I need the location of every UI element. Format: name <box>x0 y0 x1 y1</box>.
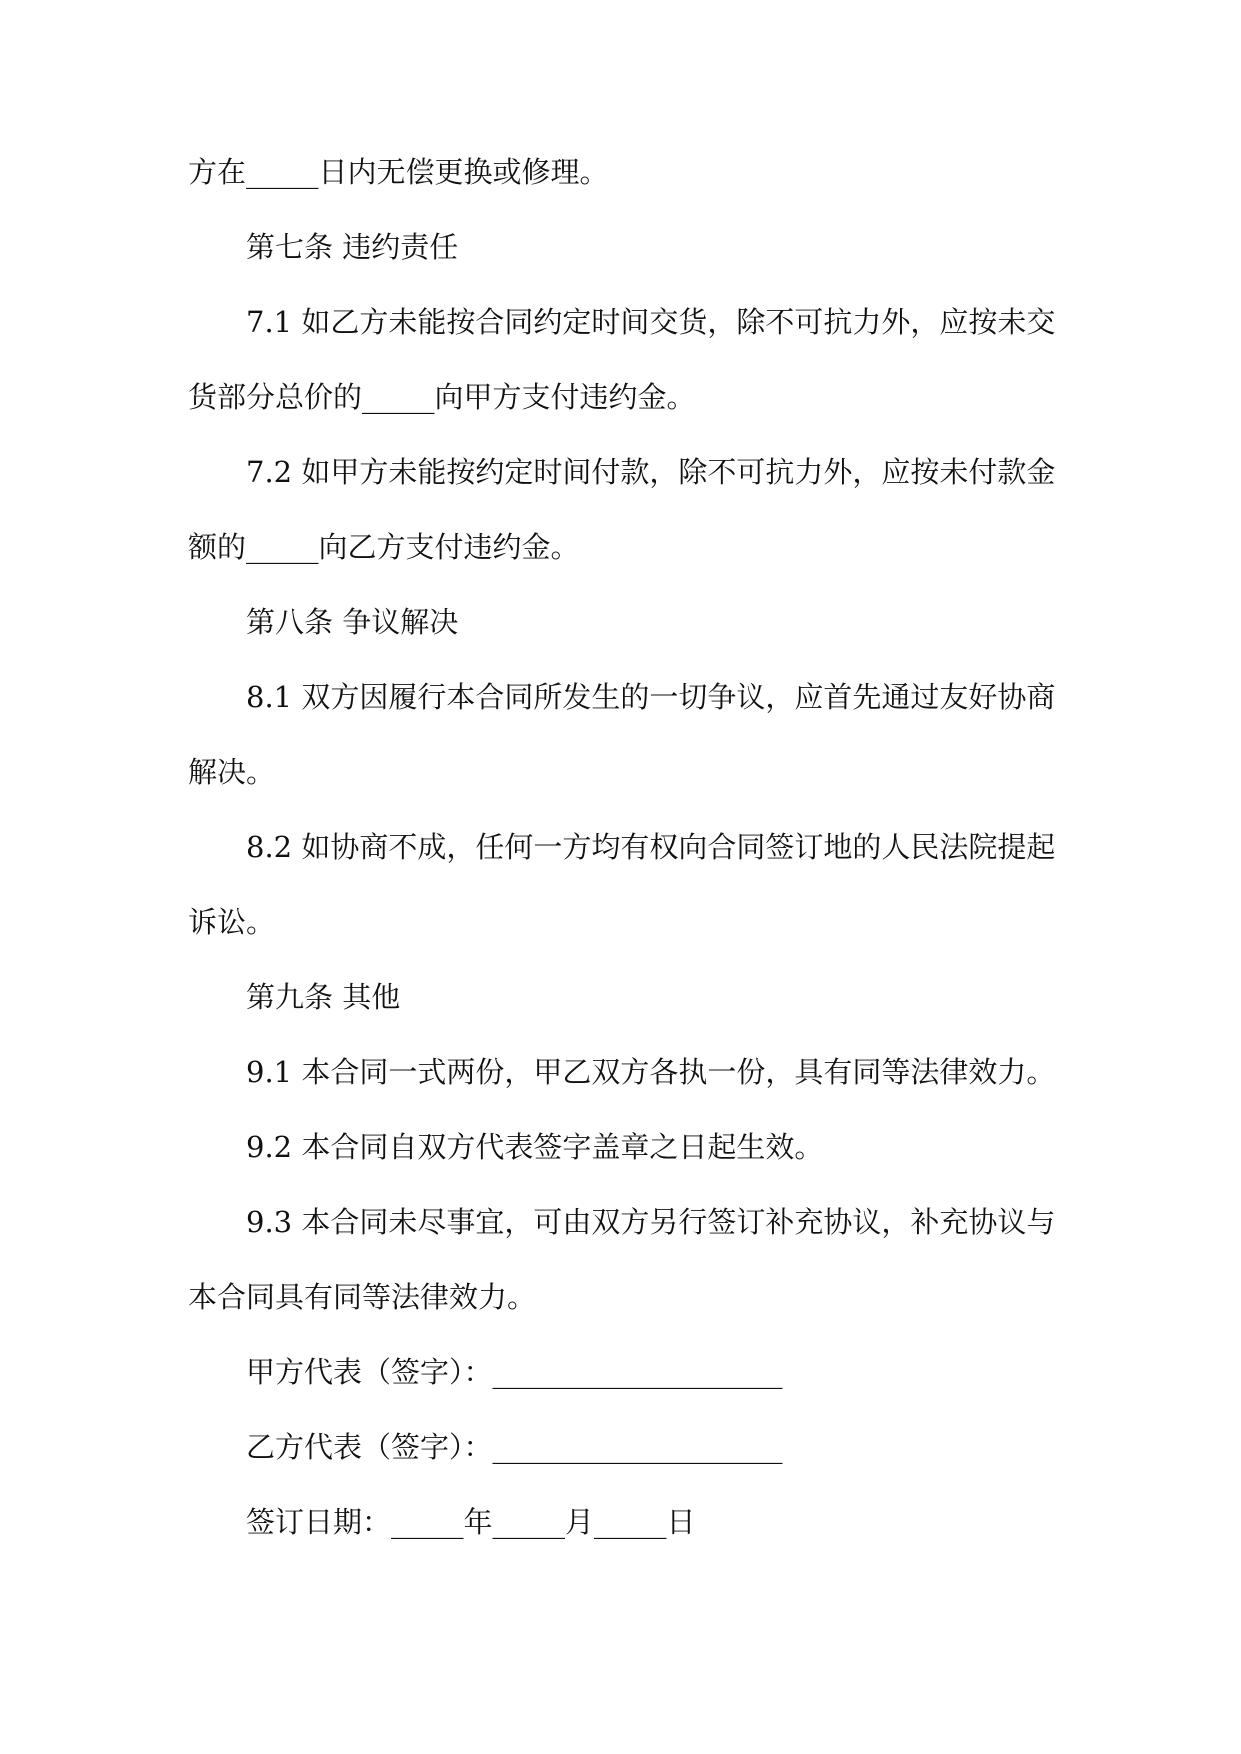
clause-7-2-line-1: 7.2 如甲方未能按约定时间付款，除不可抗力外，应按未付款金 <box>246 455 1056 489</box>
clause-7-2-line-2: 额的_____向乙方支付违约金。 <box>188 530 580 564</box>
clause-7-1-line-1: 7.1 如乙方未能按合同约定时间交货，除不可抗力外，应按未交 <box>246 305 1056 339</box>
clause-9-3-line-1: 9.3 本合同未尽事宜，可由双方另行签订补充协议，补充协议与 <box>246 1205 1056 1239</box>
party-b-signature: 乙方代表（签字）：____________________ <box>246 1430 783 1464</box>
clause-6-continuation: 方在_____日内无偿更换或修理。 <box>188 155 609 189</box>
clause-8-2-line-2: 诉讼。 <box>188 905 276 939</box>
clause-8-1-line-2: 解决。 <box>188 755 276 789</box>
article-8-heading: 第八条 争议解决 <box>246 605 459 639</box>
article-9-heading: 第九条 其他 <box>246 980 401 1014</box>
clause-7-1-line-2: 货部分总价的_____向甲方支付违约金。 <box>188 380 696 414</box>
clause-8-1-line-1: 8.1 双方因履行本合同所发生的一切争议，应首先通过友好协商 <box>246 680 1056 714</box>
clause-9-2: 9.2 本合同自双方代表签字盖章之日起生效。 <box>246 1130 824 1164</box>
clause-9-3-line-2: 本合同具有同等法律效力。 <box>188 1280 537 1314</box>
party-a-signature: 甲方代表（签字）：____________________ <box>246 1355 783 1389</box>
clause-8-2-line-1: 8.2 如协商不成，任何一方均有权向合同签订地的人民法院提起 <box>246 830 1056 864</box>
article-7-heading: 第七条 违约责任 <box>246 230 459 264</box>
clause-9-1: 9.1 本合同一式两份，甲乙双方各执一份，具有同等法律效力。 <box>246 1055 1056 1089</box>
signing-date: 签订日期：_____年_____月_____日 <box>246 1505 696 1539</box>
